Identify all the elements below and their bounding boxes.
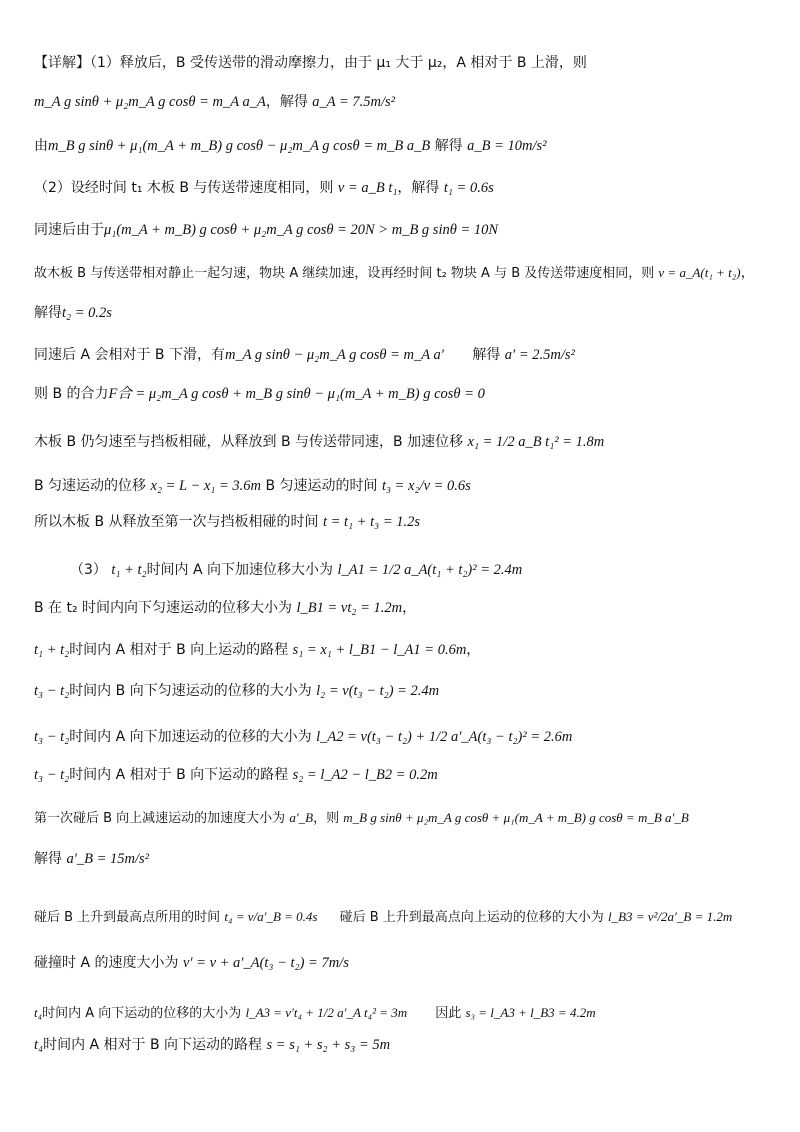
- equation-line: [34, 220, 498, 240]
- text-run: 碰撞时 A 的速度大小为: [34, 955, 179, 971]
- math-expression: s₂ = l_A2 − l_B2 = 0.2m: [292, 767, 438, 783]
- text-run: B 匀速运动的时间: [265, 478, 378, 494]
- equation-line: [70, 560, 522, 580]
- math-expression: s₁ = x₁ + l_B1 − l_A1 = 0.6m: [292, 642, 467, 658]
- math-expression: s₃ = l_A3 + l_B3 = 4.2m: [465, 1005, 596, 1020]
- math-expression: v = a_A(t₁ + t₂): [658, 265, 741, 280]
- math-expression: t₃ − t₂: [34, 729, 70, 745]
- equation-line: [34, 1003, 596, 1024]
- equation-line: [34, 765, 438, 785]
- text-run: ，: [466, 642, 481, 658]
- equation-line: [34, 907, 732, 928]
- text-run: 则 B 的合力: [34, 386, 109, 402]
- text-run: 时间内 B 向下匀速运动的位移的大小为: [69, 683, 312, 699]
- math-expression: t₁ + t₂: [111, 562, 147, 578]
- text-run: 时间内 A 向下运动的位移的大小为: [42, 1006, 242, 1021]
- math-expression: m_B g sinθ + μ₁(m_A + m_B) g cosθ − μ₂m_A g cosθ = m_B a_B: [48, 138, 431, 154]
- equation-line: [34, 476, 471, 496]
- equation-line: [34, 849, 149, 869]
- equation-line: [34, 640, 480, 660]
- equation-line: [34, 263, 755, 284]
- math-expression: m_B g sinθ + μ₂m_A g cosθ + μ₁(m_A + m_B) g cosθ = m_B a′_B: [343, 810, 689, 825]
- text-run: B 在 t₂ 时间内向下匀速运动的位移大小为: [34, 600, 293, 616]
- text-run: 所以木板 B 从释放至第一次与挡板相碰的时间: [34, 514, 319, 530]
- solution-header-line: [34, 53, 587, 73]
- math-expression: a′_B = 15m/s²: [66, 851, 150, 867]
- math-expression: t = t₁ + t₃ = 1.2s: [322, 514, 421, 530]
- text-run: 时间内 A 相对于 B 向上运动的路程: [69, 642, 289, 658]
- math-expression: m_A g sinθ − μ₂m_A g cosθ = m_A a′: [224, 347, 444, 363]
- math-expression: t₃ = x₂/v = 0.6s: [381, 478, 471, 494]
- math-expression: a′ = 2.5m/s²: [504, 347, 575, 363]
- text-run: ，解得: [397, 180, 440, 196]
- text-run: 时间内 A 向下加速运动的位移的大小为: [69, 729, 312, 745]
- math-expression: t₄: [34, 1037, 44, 1053]
- math-expression: x₁ = 1/2 a_B t₁² = 1.8m: [467, 434, 605, 450]
- math-expression: a′_B: [289, 810, 314, 825]
- math-expression: l₂ = v(t₃ − t₂) = 2.4m: [316, 683, 440, 699]
- equation-line: [34, 598, 416, 618]
- text-run: 时间内 A 相对于 B 向下运动的路程: [69, 767, 289, 783]
- equation-line: [34, 953, 349, 973]
- text-run: （2）设经时间 t₁ 木板 B 与传送带速度相同，则: [34, 180, 334, 196]
- math-expression: μ₁(m_A + m_B) g cosθ + μ₂m_A g cosθ = 20N > m_B g sinθ = 10N: [104, 222, 499, 238]
- math-expression: l_B1 = vt₂ = 1.2m: [296, 600, 403, 616]
- math-expression: t₂ = 0.2s: [62, 305, 112, 321]
- text-run: B 匀速运动的位移: [34, 478, 147, 494]
- text-run: 时间内 A 向下加速位移大小为: [146, 562, 334, 578]
- math-expression: F合 = μ₂m_A g cosθ + m_B g sinθ − μ₁(m_A + m_B) g cosθ = 0: [108, 386, 485, 402]
- equation-line: [34, 512, 420, 532]
- equation-line: [34, 432, 604, 452]
- math-expression: v′ = v + a′_A(t₃ − t₂) = 7m/s: [182, 955, 349, 971]
- text-run: ，: [740, 265, 755, 281]
- math-expression: t₄: [34, 1005, 43, 1020]
- math-expression: l_A2 = v(t₃ − t₂) + 1/2 a′_A(t₃ − t₂)² = 2.6m: [316, 729, 573, 745]
- math-expression: m_A g sinθ + μ₂m_A g cosθ = m_A a_A: [34, 94, 266, 110]
- math-expression: t₁ = 0.6s: [443, 180, 494, 196]
- equation-line: [34, 303, 112, 323]
- text-run: 第一次碰后 B 向上减速运动的加速度大小为: [34, 811, 286, 826]
- math-expression: v = a_B t₁: [337, 180, 398, 196]
- math-expression: l_A1 = 1/2 a_A(t₁ + t₂)² = 2.4m: [337, 562, 523, 578]
- text-run: 碰后 B 上升到最高点向上运动的位移的大小为: [339, 910, 604, 925]
- math-expression: x₂ = L − x₁ = 3.6m: [150, 478, 261, 494]
- equation-line: [34, 384, 485, 404]
- text-run: 解得: [472, 347, 501, 363]
- math-expression: a_B = 10m/s²: [467, 138, 547, 154]
- text-run: 【详解】（1）释放后，B 受传送带的滑动摩擦力，由于 μ₁ 大于 μ₂，A 相对于 B 上滑，则: [34, 55, 587, 71]
- text-run: 由: [34, 138, 48, 154]
- text-run: （3）: [70, 562, 107, 578]
- equation-line: [34, 345, 575, 365]
- text-run: 解得: [34, 851, 62, 867]
- equation-line: [34, 178, 494, 198]
- text-run: ，: [402, 600, 417, 616]
- text-run: 因此: [435, 1006, 462, 1021]
- text-run: 木板 B 仍匀速至与挡板相碰，从释放到 B 与传送带同速，B 加速位移: [34, 434, 464, 450]
- text-run: ，则: [313, 811, 340, 826]
- math-expression: a_A = 7.5m/s²: [312, 94, 396, 110]
- text-run: 同速后由于: [34, 222, 104, 238]
- math-expression: t₃ − t₂: [34, 767, 70, 783]
- math-expression: s = s₁ + s₂ + s₃ = 5m: [266, 1037, 391, 1053]
- math-expression: t₃ − t₂: [34, 683, 70, 699]
- equation-line: [34, 1035, 390, 1055]
- text-run: 同速后 A 会相对于 B 下滑，有: [34, 347, 225, 363]
- text-run: 解得: [34, 305, 62, 321]
- math-expression: t₄ = v/a′_B = 0.4s: [224, 909, 318, 924]
- math-expression: l_B3 = v²/2a′_B = 1.2m: [607, 909, 733, 924]
- equation-line: [34, 136, 547, 156]
- equation-line: [34, 808, 689, 829]
- text-run: ，解得: [265, 94, 308, 110]
- equation-line: [34, 681, 439, 701]
- text-run: 解得: [434, 138, 463, 154]
- text-run: 故木板 B 与传送带相对静止一起匀速，物块 A 继续加速，设再经时间 t₂ 物块 A 与 B 及传送带速度相同，则: [34, 266, 655, 281]
- text-run: 碰后 B 上升到最高点所用的时间: [34, 910, 221, 925]
- math-expression: t₁ + t₂: [34, 642, 70, 658]
- equation-line: [34, 92, 395, 112]
- text-run: 时间内 A 相对于 B 向下运动的路程: [43, 1037, 263, 1053]
- math-expression: l_A3 = v′t₄ + 1/2 a′_A t₄² = 3m: [245, 1005, 408, 1020]
- equation-line: [34, 727, 572, 747]
